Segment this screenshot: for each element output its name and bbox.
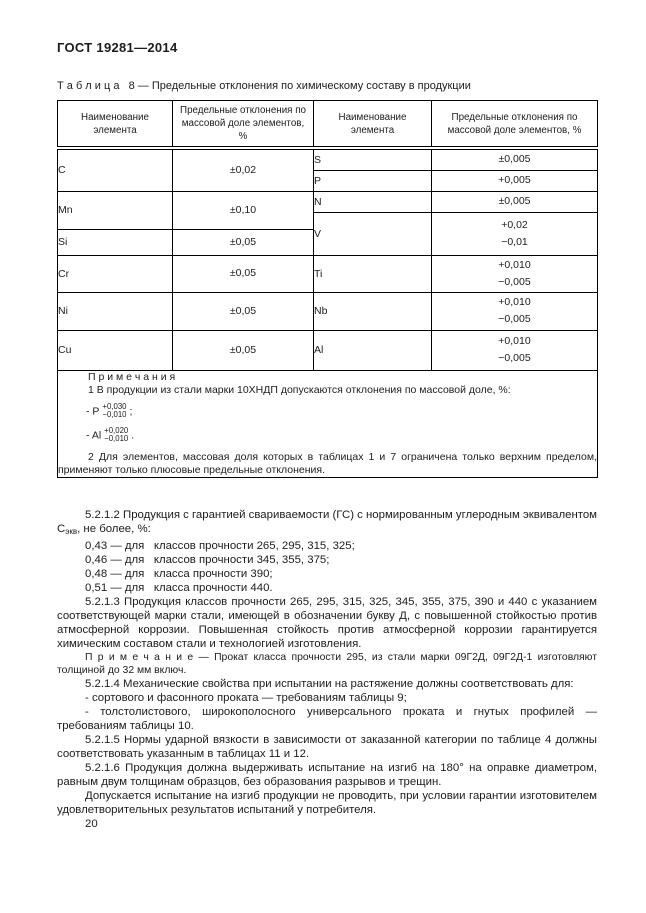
cell-element-n: N (314, 191, 432, 212)
cell-element-ni: Ni (58, 292, 173, 330)
deviation-minus: −0,005 (498, 313, 531, 325)
cell-deviation-n: ±0,005 (432, 191, 598, 212)
cell-deviation-al (432, 330, 598, 370)
table-row (58, 292, 598, 330)
table-row (58, 255, 598, 292)
deviation-minus: −0,005 (498, 275, 531, 288)
deviation-plus: +0,02 (501, 218, 528, 231)
formula-punct: ; (129, 404, 133, 417)
formula-phosphorus (58, 403, 597, 421)
list-item-carbon-equivalent: 0,51 — для класса прочности 440. (85, 581, 273, 594)
paragraph-5-2-1-2 (57, 508, 597, 539)
cell-deviation-ni: ±0,05 (173, 292, 314, 330)
cell-deviation-cr: ±0,05 (173, 255, 314, 292)
list-item-tolstolistovoy: - толстолистового, широкополосного универсального проката и гнутых профилей — требованиям таблицы 10. (57, 705, 597, 732)
paragraph-text: , не более, %: (77, 522, 151, 535)
table-row (58, 191, 598, 212)
paragraph-bend-test-waiver: Допускается испытание на изгиб продукции не проводить, при условии гарантии изготовителем удовлетворительных результатов испытаний у потребителя. (57, 789, 597, 816)
formula-prefix: - P (86, 404, 100, 417)
deviation-plus: +0,010 (498, 335, 531, 347)
cell-deviation-si: ±0,05 (173, 229, 314, 255)
cell-element-s: S (314, 148, 432, 170)
cell-element-al: Al (314, 330, 432, 370)
deviation-minus: −0,005 (498, 352, 531, 364)
cell-deviation-s: ±0,005 (432, 148, 598, 170)
formula-sub: −0,010 (102, 410, 127, 420)
paragraph-5-2-1-4: 5.2.1.4 Механические свойства при испытании на растяжение должны соответствовать для: (85, 677, 574, 690)
column-header-deviation-1: Предельные отклонения по массовой доле элементов, % (173, 101, 314, 149)
cell-element-p: P (314, 170, 432, 191)
note-rolled-295: П р и м е ч а н и е — Прокат класса прочности 295, из стали марки 09Г2Д, 09Г2Д-1 изготовляют толщиной до 32 мм включ. (57, 651, 597, 676)
formula-stack (104, 427, 128, 444)
list-item-carbon-equivalent: 0,46 — для классов прочности 345, 355, 375; (85, 553, 330, 566)
table-row (58, 330, 598, 370)
note-item-1: 1 В продукции из стали марки 10ХНДП допускаются отклонения по массовой доле, %: (88, 383, 511, 396)
cell-element-cu: Cu (58, 330, 173, 370)
page-number: 20 (85, 817, 98, 830)
column-header-deviation-2: Предельные отклонения по массовой доле элементов, % (432, 101, 598, 149)
cell-deviation-cu: ±0,05 (173, 330, 314, 370)
deviation-plus: +0,010 (498, 258, 531, 271)
cell-element-si: Si (58, 229, 173, 255)
cell-deviation-p: +0,005 (432, 170, 598, 191)
deviation-minus: −0,01 (501, 235, 528, 248)
body-text (57, 508, 597, 831)
formula-sup: +0,030 (102, 401, 127, 411)
carbon-equivalent-subscript: экв (65, 526, 78, 536)
cell-element-ti: Ti (314, 255, 432, 292)
list-item-carbon-equivalent: 0,43 — для классов прочности 265, 295, 315, 325; (85, 539, 355, 552)
cell-element-v: V (314, 212, 432, 255)
cell-deviation-nb (432, 292, 598, 330)
cell-element-c: C (58, 148, 173, 191)
deviation-plus: +0,010 (498, 296, 531, 308)
paragraph-5-2-1-6: 5.2.1.6 Продукция должна выдерживать испытание на изгиб на 180° на оправке диаметром, равным двум толщинам образцов, без образования разрывов и трещин. (57, 761, 597, 788)
cell-element-mn: Mn (58, 191, 173, 229)
paragraph-text: 5.2.1.2 Продукция с гарантией свариваемости (ГС) с нормированным углеродным эквивалентом С (57, 508, 597, 535)
formula-aluminium (58, 427, 597, 445)
paragraph-5-2-1-3: 5.2.1.3 Продукция классов прочности 265, 295, 315, 325, 345, 355, 375, 390 и 440 с указанием соответствующей марки стали, имеющей в обозначении букву Д, с повышенной стойкостью против атмосферной коррозии. Повышенная стойкость против атмосферной коррозии гарантируется химическим составом стали и технологией изготовления. (57, 595, 597, 650)
chemical-deviations-table (57, 100, 598, 478)
formula-punct: . (131, 428, 135, 441)
column-header-element-1: Наименование элемента (58, 101, 173, 149)
cell-deviation-c: ±0,02 (173, 148, 314, 191)
list-item-sortovoy: - сортового и фасонного проката — требованиям таблицы 9; (85, 691, 407, 704)
table-notes (58, 370, 598, 477)
formula-stack (102, 403, 126, 420)
cell-element-cr: Cr (58, 255, 173, 292)
cell-deviation-mn: ±0,10 (173, 191, 314, 229)
cell-deviation-ti (432, 255, 598, 292)
formula-sup: +0,020 (104, 425, 129, 435)
list-item-carbon-equivalent: 0,48 — для класса прочности 390; (85, 567, 273, 580)
table-caption: Т а б л и ц а 8 — Предельные отклонения по химическому составу в продукции (57, 80, 471, 92)
table-row (58, 148, 598, 170)
document-title: ГОСТ 19281—2014 (57, 40, 178, 55)
notes-title: П р и м е ч а н и я (88, 370, 176, 383)
note-item-2: 2 Для элементов, массовая доля которых в таблицах 1 и 7 ограничена только верхним пределом, применяют только плюсовые предельные отклонения. (58, 450, 597, 476)
formula-prefix: - Al (86, 428, 102, 441)
column-header-element-2: Наименование элемента (314, 101, 432, 149)
cell-element-nb: Nb (314, 292, 432, 330)
table-notes-row (58, 370, 598, 477)
table-header-row (58, 101, 598, 149)
cell-deviation-v (432, 212, 598, 255)
formula-sub: −0,010 (104, 434, 129, 444)
paragraph-5-2-1-5: 5.2.1.5 Нормы ударной вязкости в зависимости от заказанной категории по таблице 4 должны соответствовать указанным в таблицах 11 и 12. (57, 733, 597, 760)
